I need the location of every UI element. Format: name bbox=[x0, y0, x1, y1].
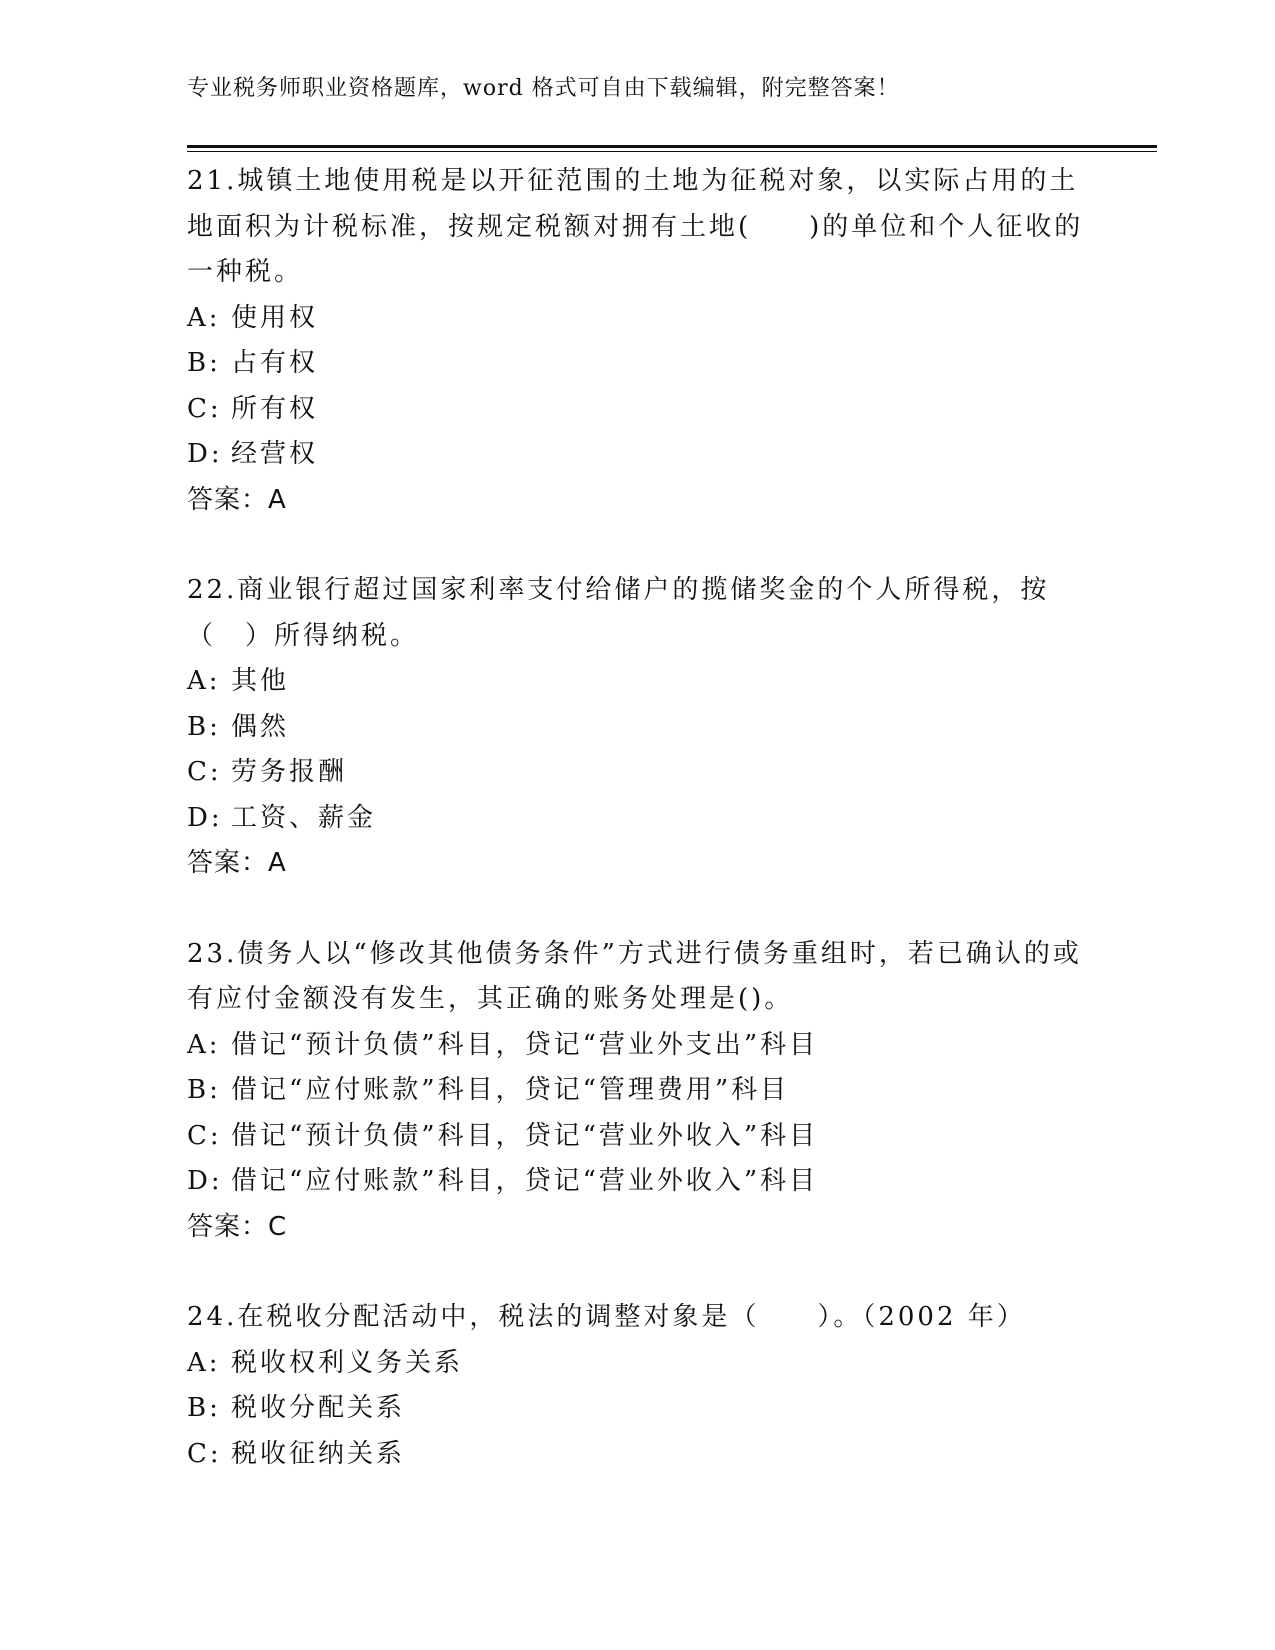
option-key: C: bbox=[187, 1120, 222, 1151]
option-key: B: bbox=[187, 1393, 221, 1423]
option-key: B: bbox=[187, 711, 221, 742]
option-b bbox=[187, 705, 1087, 751]
option-key: A: bbox=[187, 1029, 221, 1060]
header-rule-thick bbox=[187, 145, 1157, 148]
option-text: 偶然 bbox=[231, 711, 290, 742]
answer-label: 答案：A bbox=[187, 484, 287, 515]
option-text: 借记“应付账款”科目，贷记“营业外收入”科目 bbox=[231, 1166, 819, 1196]
option-b bbox=[187, 1386, 1087, 1432]
option-text: 税收分配关系 bbox=[231, 1393, 406, 1423]
option-text: 借记“预计负债”科目，贷记“营业外支出”科目 bbox=[231, 1029, 819, 1060]
question-24 bbox=[187, 1295, 1087, 1477]
option-text: 税收征纳关系 bbox=[231, 1438, 406, 1469]
option-key: D: bbox=[187, 439, 223, 469]
option-key: C: bbox=[187, 393, 222, 424]
option-a bbox=[187, 1341, 1087, 1387]
question-22 bbox=[187, 568, 1087, 887]
option-key: D: bbox=[187, 802, 223, 833]
option-c bbox=[187, 1114, 1087, 1160]
option-d bbox=[187, 432, 1087, 478]
option-text: 借记“应付账款”科目，贷记“管理费用”科目 bbox=[231, 1075, 790, 1105]
option-key: C: bbox=[187, 1438, 222, 1469]
option-text: 经营权 bbox=[231, 439, 319, 469]
option-key: B: bbox=[187, 1075, 221, 1105]
option-text: 工资、薪金 bbox=[231, 802, 377, 833]
option-text: 所有权 bbox=[231, 393, 319, 424]
option-d bbox=[187, 796, 1087, 842]
option-d bbox=[187, 1159, 1087, 1205]
option-b bbox=[187, 341, 1087, 387]
option-key: C: bbox=[187, 757, 222, 787]
answer-label: 答案：C bbox=[187, 1211, 288, 1242]
option-text: 借记“预计负债”科目，贷记“营业外收入”科目 bbox=[231, 1120, 819, 1151]
question-23 bbox=[187, 932, 1087, 1251]
question-21 bbox=[187, 159, 1087, 523]
option-text: 劳务报酬 bbox=[231, 757, 348, 787]
option-text: 占有权 bbox=[231, 348, 319, 378]
option-a bbox=[187, 659, 1087, 705]
question-text: 21.城镇土地使用税是以开征范围的土地为征税对象，以实际占用的土地面积为计税标准，按规定税额对拥有土地( )的单位和个人征收的一种税。 bbox=[187, 166, 1084, 287]
question-list bbox=[187, 159, 1087, 1522]
option-key: A: bbox=[187, 1347, 221, 1378]
option-c bbox=[187, 387, 1087, 433]
option-key: A: bbox=[187, 302, 221, 333]
option-b bbox=[187, 1068, 1087, 1114]
option-text: 税收权利义务关系 bbox=[231, 1347, 464, 1378]
option-c bbox=[187, 750, 1087, 796]
document-header: 专业税务师职业资格题库，word 格式可自由下载编辑，附完整答案！ bbox=[187, 76, 900, 101]
option-text: 其他 bbox=[231, 666, 290, 696]
question-text: 23.债务人以“修改其他债务条件”方式进行债务重组时，若已确认的或有应付金额没有发生，其正确的账务处理是()。 bbox=[187, 938, 1082, 1014]
option-key: B: bbox=[187, 348, 221, 378]
answer-label: 答案：A bbox=[187, 848, 287, 878]
option-a bbox=[187, 296, 1087, 342]
option-key: A: bbox=[187, 666, 221, 696]
header-rule-thin bbox=[187, 151, 1157, 152]
option-a bbox=[187, 1023, 1087, 1069]
option-c bbox=[187, 1432, 1087, 1478]
question-text: 24.在税收分配活动中，税法的调整对象是（ ）。（2002 年） bbox=[187, 1302, 1026, 1332]
option-key: D: bbox=[187, 1166, 223, 1196]
option-text: 使用权 bbox=[231, 302, 319, 333]
question-text: 22.商业银行超过国家利率支付给储户的揽储奖金的个人所得税，按（ ）所得纳税。 bbox=[187, 575, 1050, 651]
